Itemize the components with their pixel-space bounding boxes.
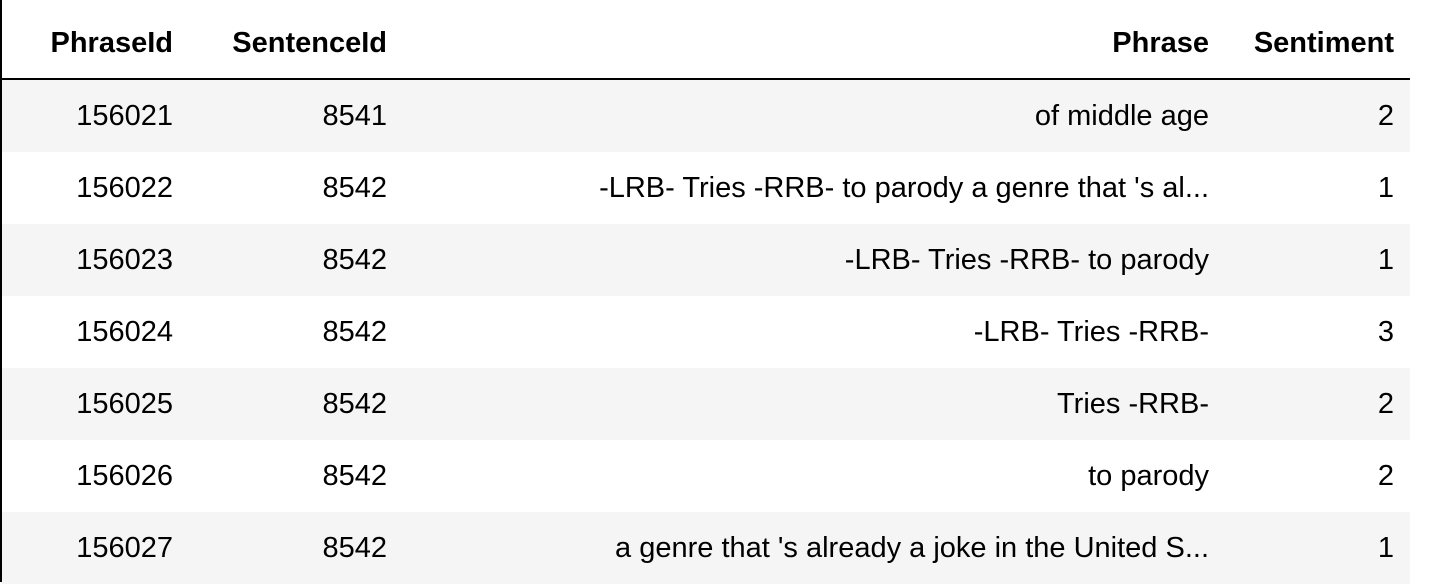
column-header-phraseid: PhraseId (2, 8, 189, 79)
cell-sentenceid: 8542 (322, 315, 387, 348)
cell-phraseid: 156026 (76, 459, 173, 492)
table-row (2, 368, 1410, 440)
cell-sentiment: 3 (1377, 315, 1394, 348)
cell-phrase: a genre that 's already a joke in the United S... (615, 531, 1209, 564)
cell-sentenceid: 8542 (322, 459, 387, 492)
table-row (2, 440, 1410, 512)
cell-sentiment: 2 (1377, 459, 1394, 492)
table-row (2, 79, 1410, 152)
cell-phraseid: 156023 (76, 243, 173, 276)
cell-sentiment: 2 (1377, 99, 1394, 132)
header-row (2, 8, 1410, 79)
cell-phrase: -LRB- Tries -RRB- to parody a genre that 's al... (599, 171, 1209, 204)
table-row (2, 224, 1410, 296)
cell-phrase: of middle age (1034, 99, 1209, 132)
cell-sentiment: 1 (1377, 531, 1394, 564)
cell-phraseid: 156027 (76, 531, 173, 564)
cell-sentiment: 1 (1377, 171, 1394, 204)
table-row (2, 512, 1410, 584)
cell-sentenceid: 8542 (322, 531, 387, 564)
cell-sentenceid: 8541 (322, 99, 387, 132)
cell-sentiment: 1 (1377, 243, 1394, 276)
column-header-phrase: Phrase (403, 8, 1225, 79)
cell-phrase: -LRB- Tries -RRB- to parody (844, 243, 1209, 276)
dataframe-table (2, 8, 1410, 584)
cell-phrase: Tries -RRB- (1057, 387, 1209, 420)
cell-phraseid: 156024 (76, 315, 173, 348)
cell-sentiment: 2 (1377, 387, 1394, 420)
column-header-sentenceid: SentenceId (189, 8, 403, 79)
cell-phrase: -LRB- Tries -RRB- (973, 315, 1209, 348)
cell-phraseid: 156025 (76, 387, 173, 420)
table-row (2, 152, 1410, 224)
column-header-sentiment: Sentiment (1225, 8, 1410, 79)
cell-sentenceid: 8542 (322, 387, 387, 420)
cell-sentenceid: 8542 (322, 171, 387, 204)
table-row (2, 296, 1410, 368)
cell-sentenceid: 8542 (322, 243, 387, 276)
cell-phraseid: 156022 (76, 171, 173, 204)
cell-phraseid: 156021 (76, 99, 173, 132)
cell-phrase: to parody (1088, 459, 1209, 492)
